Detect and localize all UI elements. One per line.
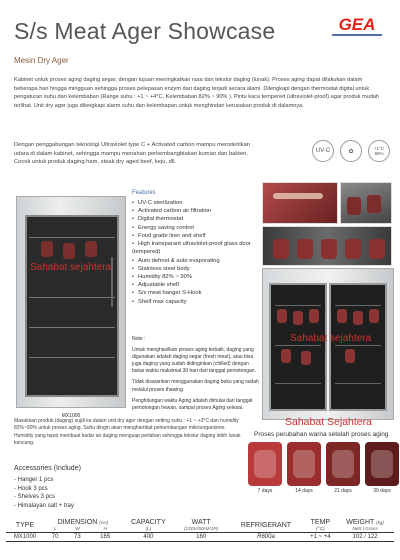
note-paragraph: Untuk menghasilkan proses aging terbaik, daging yang digunakan adalah daging segar (fresh meat), atau bisa juga daging yang sudah didinginkan (chilled) dengan batas waktu maksimal 30 hari dari tanggal pemotongan. [132, 347, 256, 375]
aging-stage [248, 442, 282, 494]
meat-image [365, 442, 399, 486]
sub-h: H [103, 527, 107, 532]
meat-rack-photo [262, 226, 392, 266]
sub-l: L [53, 527, 57, 532]
page-title: S/s Meat Ager Showcase [14, 18, 276, 44]
col-header-refrigerant: REFRIGERANT [240, 522, 292, 529]
list-item: • Shelf max capacity [132, 298, 262, 306]
cell-h: 165 [89, 533, 122, 542]
aging-stage [287, 442, 321, 494]
page-subtitle: Mesin Dry Ager [14, 56, 69, 65]
note-heading: Note : [132, 336, 146, 342]
sub-temp: (°C) [316, 527, 325, 532]
list-item: - Shelves 3 pcs [14, 494, 56, 501]
humidity-icon: +1°C 85% [368, 140, 390, 162]
cell-l: 70 [44, 533, 66, 542]
col-header-dimension: DIMENSION (cm) [57, 519, 109, 526]
meat-image [287, 442, 321, 486]
cell-refrigerant: R600a [227, 533, 304, 542]
intro-text: Kabinet untuk proses aging daging segar, dengan tujuan meningkatkan rasa dan tekstur daging (lunak). Proses aging dapat dilakukan dalam beberapa hari hingga mingguan sehingga proses pelepasan enzym dari daging terjadi secara alami. Dilengkapi dengan thermostat digital untuk pengaturan suhu dan kelembaban (Range suhu : +1 ~ +4°C, Kelembaban 82% ~ 90% ). Pintu kaca tempered (ultraviolet-proof) agar produk mudah terlihat. Unit dry ager juga dilengkapi alarm suhu dan kelembapan untuk menghindari kerusakan produk di dalamnya. [14, 77, 380, 109]
aging-caption: 7 days [257, 488, 273, 494]
table-row [6, 533, 394, 542]
sub-weight: Nett | Gross [352, 527, 378, 532]
col-header-weight: WEIGHT (kg) [346, 519, 384, 526]
watermark: Sahabat Sejahtera [285, 416, 372, 428]
col-header-type: TYPE [15, 522, 35, 529]
sub-w: W [75, 527, 80, 532]
cabinet-model-label: MX1000 [61, 413, 81, 419]
double-door-cabinet-image [262, 268, 394, 420]
list-item: • Activated carbon air filtration [132, 207, 262, 215]
meat-image [326, 442, 360, 486]
feature-icons [312, 140, 390, 162]
list-item: • Energy saving control [132, 224, 262, 232]
aging-caption: 21 days [334, 488, 352, 494]
list-item: - Hook 3 pcs [14, 485, 48, 492]
spec-table [6, 519, 394, 542]
uv-icon: UV-C [312, 140, 334, 162]
cell-weight: 102 / 122 [336, 533, 394, 542]
cell-type: MX1000 [6, 533, 44, 542]
note-paragraph: Tidak disarankan menggunakan daging beku yang sudah melalui proses thawing. [132, 379, 259, 393]
features-list [132, 199, 262, 306]
cell-capacity: 400 [122, 533, 175, 542]
list-item: • Food grade liner and shelf [132, 232, 262, 240]
list-item: • Stainless steel body [132, 265, 262, 273]
cabinet-interior-photo [340, 182, 392, 224]
aging-stages [248, 442, 399, 494]
svg-text:GEA: GEA [338, 15, 376, 34]
aging-stage [365, 442, 399, 494]
list-item: • Auto defrost & auto evaporating [132, 257, 262, 265]
cell-w: 73 [66, 533, 88, 542]
list-item: • High transparant ultraviolet-proof glass door (tempered) [132, 240, 262, 256]
aging-stage [326, 442, 360, 494]
sub-watt: (220V/50Hz/1P) [184, 527, 219, 532]
col-header-watt: WATT [191, 519, 211, 526]
sub-capacity: (L) [145, 527, 152, 532]
fresh-icon: ✿ [340, 140, 362, 162]
list-item: • UV-C sterilization [132, 199, 262, 207]
list-item: - Himalayan salt + tray [14, 503, 74, 510]
accessories-title: Accessories (Include) [14, 465, 81, 472]
gea-logo [328, 11, 386, 37]
single-door-cabinet-image [16, 196, 126, 419]
note-block [132, 336, 260, 416]
list-item: • Adjustable shelf [132, 281, 262, 289]
list-item: • Humidity 82% ~ 90% [132, 273, 262, 281]
features-title: Features [132, 190, 156, 196]
aging-caption: 14 days [295, 488, 313, 494]
meat-image [248, 442, 282, 486]
aging-caption: 30 days [373, 488, 391, 494]
list-item: • S/s meat hanger S-Hook [132, 289, 262, 297]
watermark: Sahabat sejahtera [30, 262, 112, 273]
list-item: • Digital thermostat [132, 215, 262, 223]
list-item: - Hanger 1 pcs [14, 477, 54, 483]
note-paragraph: Penghitungan waktu Aging adalah dimulai dari tanggal pemotongan hewan, sampai proses Aging selesai. [132, 397, 253, 411]
meat-closeup-photo [262, 182, 338, 224]
cell-watt: 160 [175, 533, 228, 542]
cell-temp: +1 ~ +4 [305, 533, 337, 542]
usage-description: Masukkan produk (daging) sujdi ke dalam unit dry ager dengan setting suhu : +1 ~ +3°C dan humidity 82%~90% untuk proses aging. Suhu dingin akan menghambat perkembangan mikroorganisme. Humidity yang tepat membuat kadar air daging menguap perlahan sehingga tekstur daging lebih lunak kencang. [14, 418, 241, 446]
aging-process-title: Proses perubahan warna setelah proses aging [254, 431, 389, 438]
col-header-temp: TEMP [310, 519, 331, 526]
watermark: Sahabat sejahtera [290, 333, 372, 344]
accessories-list [14, 476, 74, 511]
col-header-capacity: CAPACITY [131, 519, 166, 526]
uv-description: Dengan penggabungan teknologi Ultraviolet type C + Activated carbon mampu mensterilkan udara di dalam kabinet, sehingga mampu menahan perkembangbiakan kuman dan bakteri. Cocok untuk produk daging ham, steak dry aged beef, keju, dll. [14, 142, 251, 166]
